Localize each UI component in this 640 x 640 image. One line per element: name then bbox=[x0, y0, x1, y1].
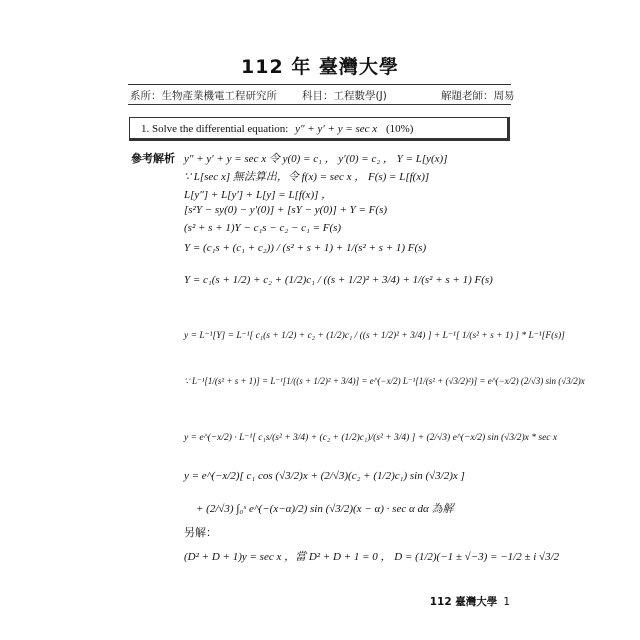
question-text bbox=[141, 123, 413, 135]
solution-line-5: (s² + s + 1)Y − c₁s − c₂ − c₁ = F(s) bbox=[184, 222, 342, 234]
alternative-solution-line: (D² + D + 1)y = sec x ，當 D² + D + 1 = 0 ， D = (1/2)(−1 ± √−3) = −1/2 ± i √3/2 bbox=[184, 551, 560, 563]
header-top-rule bbox=[128, 84, 511, 85]
solution-line-8: y = L⁻¹[Y] = L⁻¹[ c₁(s + 1/2) + c₂ + (1/2)c₁ / ((s + 1/2)² + 3/4) ] + L⁻¹[ 1/(s² + s + 1) ] * L⁻¹[F(s)] bbox=[184, 331, 565, 341]
solution-line-6: Y = (c₁s + (c₁ + c₂)) / (s² + s + 1) + 1/(s² + s + 1) F(s) bbox=[184, 242, 427, 254]
page-footer bbox=[430, 594, 510, 609]
footer-text: 112 臺灣大學 bbox=[429, 596, 498, 608]
solution-line-7: Y = c₁(s + 1/2) + c₂ + (1/2)c₁ / ((s + 1/2)² + 3/4) + 1/(s² + s + 1) F(s) bbox=[184, 274, 493, 286]
page-number: 1 bbox=[503, 596, 510, 608]
solution-label: 參考解析 bbox=[131, 152, 175, 165]
teacher-label: 解題老師：周易 bbox=[441, 90, 515, 102]
solution-line-10: y = e^(−x/2) · L⁻¹[ c₁s/(s² + 3/4) + (c₂ + (1/2)c₁)/(s² + 3/4) ] + (2/√3) e^(−x/2) sin (√3/2)x * sec x bbox=[184, 433, 558, 443]
department-label: 系所：生物產業機電工程研究所 bbox=[130, 90, 277, 102]
solution-line-1: y″ + y′ + y = sec x 令 y(0) = c₁ ， y′(0) = c₂ ， Y = L[y(x)] bbox=[184, 153, 448, 165]
question-points: (10%) bbox=[385, 123, 414, 135]
solution-line-11: y = e^(−x/2)[ c₁ cos (√3/2)x + (2/√3)(c₂ + (1/2)c₁) sin (√3/2)x ] bbox=[184, 470, 465, 482]
solution-line-9: ∵ L⁻¹[1/(s² + s + 1)] = L⁻¹[1/((s + 1/2)² + 3/4)] = e^(−x/2) L⁻¹[1/(s² + (√3/2)²)] = e^(−x/2) (2/√3) sin (√3/2)x bbox=[184, 376, 585, 386]
subject-label: 科目：工程數學(J) bbox=[302, 90, 387, 102]
page-title: 112 年 臺灣大學 bbox=[241, 56, 399, 78]
solution-line-4: [s²Y − sy(0) − y′(0)] + [sY − y(0)] + Y = F(s) bbox=[184, 204, 388, 216]
alternative-solution-label: 另解： bbox=[184, 526, 217, 539]
solution-line-12: + (2/√3) ∫₀ˣ e^(−(x−α)/2) sin (√3/2)(x − α) · sec α dα 為解 bbox=[196, 503, 454, 515]
question-prompt: 1. Solve the differential equation: bbox=[141, 123, 289, 135]
solution-line-2: ∵ L[sec x] 無法算出，令 f(x) = sec x ， F(s) = L[f(x)] bbox=[184, 171, 430, 183]
header-bottom-rule bbox=[128, 104, 511, 105]
question-equation: y″ + y′ + y = sec x bbox=[295, 123, 378, 135]
solution-line-3: L[y″] + L[y′] + L[y] = L[f(x)] ， bbox=[184, 189, 333, 201]
